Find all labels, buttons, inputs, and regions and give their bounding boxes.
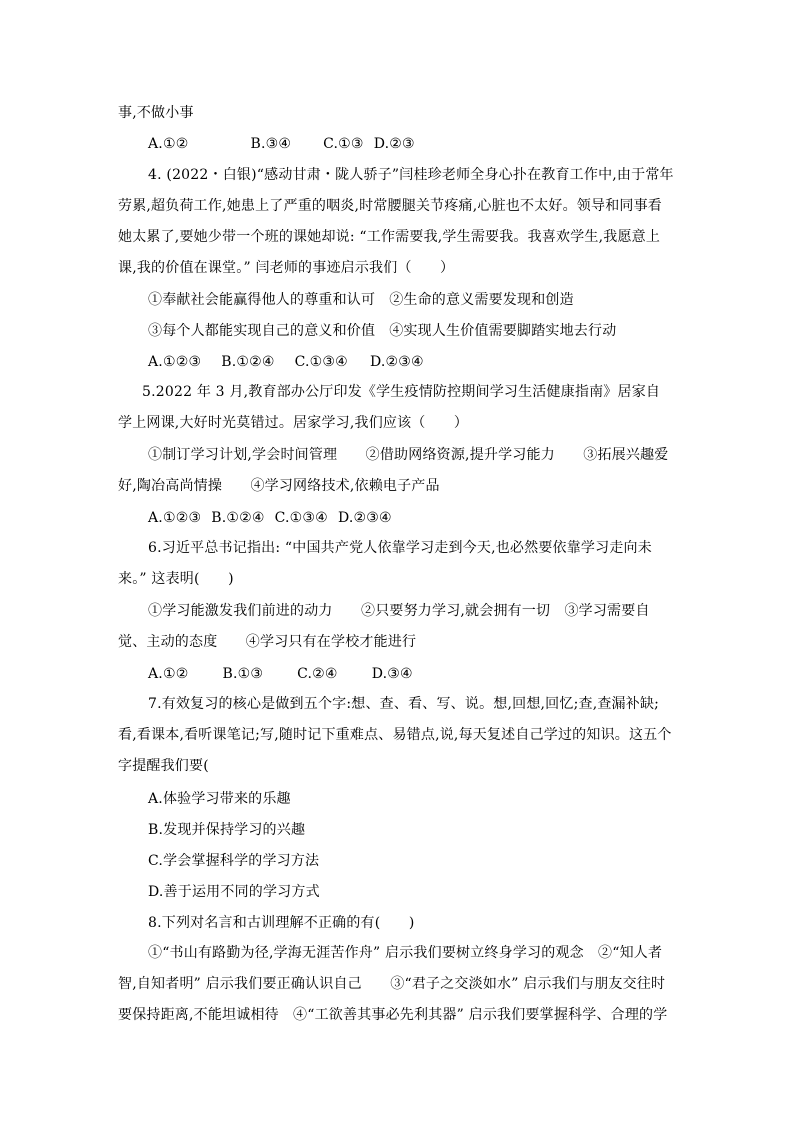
q5-option-b: B.①②④ — [211, 510, 265, 526]
q6-options — [148, 664, 413, 684]
q4-item-4: ④实现人生价值需要脚踏实地去行动 — [389, 323, 617, 339]
q7-stem: 7.有效复习的核心是做到五个字:想、查、看、写、说。想,回想,回忆;查,查漏补缺;看,看课本,看听课笔记;写,随时记下重难点、易错点,说,每天复述自己学过的知识。这五个字提醒我们要( — [118, 696, 672, 774]
q6-items: ①学习能激发我们前进的动力 ②只要努力学习,就会拥有一切 ③学习需要自觉、主动的态度 ④学习只有在学校才能进行 — [118, 603, 650, 650]
q4-items-line-1 — [148, 290, 574, 310]
q3-option-b: B.③④ — [250, 136, 292, 152]
q8-stem: 8.下列对名言和古训理解不正确的有( ) — [148, 915, 415, 931]
q7-option-c: C.学会掌握科学的学习方法 — [148, 853, 320, 869]
q3-options — [148, 134, 415, 154]
q3-option-a: A.①② — [148, 136, 189, 152]
q3-option-c: C.①③ — [323, 136, 364, 152]
q4-item-3: ③每个人都能实现自己的意义和价值 — [148, 323, 376, 339]
q6-option-d: D.③④ — [371, 666, 413, 682]
q5-stem: 5.2022 年 3 月,教育部办公厅印发《学生疫情防控期间学习生活健康指南》居家自学上网课,大好时光莫错过。居家学习,我们应该（ ） — [118, 384, 661, 431]
q4-options — [148, 352, 424, 372]
q4-option-a: A.①②③ — [148, 354, 202, 370]
q5-option-a: A.①②③ — [148, 510, 202, 526]
q5-option-c: C.①③④ — [274, 510, 328, 526]
q4-stem: 4. (2022・白银)“感动甘肃・陇人骄子”闫桂珍老师全身心扑在教育工作中,由于常年劳累,超负荷工作,她患上了严重的咽炎,时常腰腿关节疼痛,心脏也不太好。领导和同事看她太累了,要她少带一个班的课她却说: “工作需要我,学生需要我。我喜欢学生,我愿意上课,我的价值在课堂。” 闫老师的事迹启示我们（ ） — [118, 167, 674, 276]
q7-option-d: D.善于运用不同的学习方式 — [148, 884, 320, 900]
q5-option-d: D.②③④ — [337, 510, 392, 526]
q5-items: ①制订学习计划,学会时间管理 ②借助网络资源,提升学习能力 ③拓展兴趣爱好,陶冶高尚情操 ④学习网络技术,依赖电子产品 — [118, 447, 669, 494]
q7-option-b: B.发现并保持学习的兴趣 — [148, 822, 306, 838]
q8-items: ①“书山有路勤为径,学海无涯苦作舟” 启示我们要树立终身学习的观念 ②“知人者智,自知者明” 启示我们要正确认识自己 ③“君子之交淡如水” 启示我们与朋友交往时要保持距离,不能坦诚相待 ④“工欲善其事必先利其器” 启示我们要掌握科学、合理的学 — [118, 945, 668, 1023]
q6-option-a: A.①② — [148, 666, 189, 682]
q6-option-b: B.①③ — [222, 666, 264, 682]
q4-items-line-2 — [148, 321, 616, 341]
q7-option-a: A.体验学习带来的乐趣 — [148, 791, 291, 807]
q4-option-b: B.①②④ — [221, 354, 275, 370]
q6-stem: 6.习近平总书记指出: “中国共产党人依靠学习走到今天,也必然要依靠学习走向未来。” 这表明( ) — [118, 540, 652, 587]
q4-item-1: ①奉献社会能赢得他人的尊重和认可 — [148, 292, 376, 308]
q6-option-c: C.②④ — [297, 666, 338, 682]
q4-item-2: ②生命的意义需要发现和创造 — [389, 292, 574, 308]
q4-option-c: C.①③④ — [294, 354, 348, 370]
q5-options — [148, 508, 392, 528]
q3-option-d: D.②③ — [373, 136, 415, 152]
q4-option-d: D.②③④ — [369, 354, 424, 370]
continuation-text: 事,不做小事 — [118, 105, 194, 121]
